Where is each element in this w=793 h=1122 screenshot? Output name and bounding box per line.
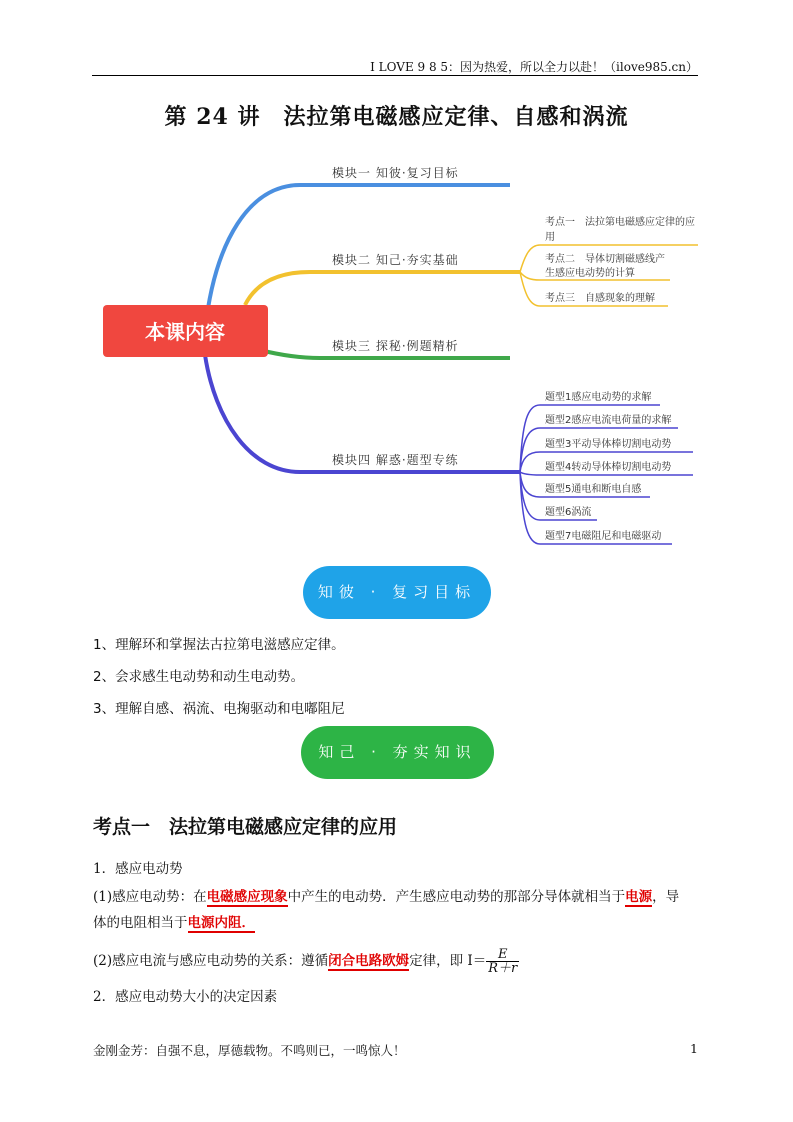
sub-2-2-line1: 考点二 导体切割磁感线产	[545, 254, 665, 265]
p2-text-b: 中产生的电动势．产生感应电动势的那部分导体就相当于	[287, 889, 626, 905]
basics-pill: 知己 · 夯实知识	[301, 726, 494, 779]
formula-fraction	[486, 948, 519, 975]
goal-item-1: 1、理解环和掌握法古拉第电滋感应定律。	[93, 637, 345, 653]
paragraph-3	[93, 912, 699, 934]
sub-4-4: 题型4转动导体棒切割电动势	[545, 462, 672, 473]
p3-text-a: 体的电阻相当于	[93, 915, 188, 931]
center-node-label: 本课内容	[145, 320, 225, 344]
key-term-ohm-law: 闭合电路欧姆	[328, 953, 410, 969]
module-4-label: 模块四 解惑·题型专练	[332, 453, 459, 467]
mind-map	[0, 0, 793, 560]
paragraph-2	[93, 886, 699, 908]
module-2-label: 模块二 知己·夯实基础	[332, 253, 459, 267]
sub-2-1-line2: 用	[545, 232, 555, 243]
sub-2-3: 考点三 自感现象的理解	[545, 293, 655, 304]
page-number: 1	[690, 1041, 698, 1056]
formula-denominator: R＋r	[488, 961, 518, 976]
page-title: 第 24 讲 法拉第电磁感应定律、自感和涡流	[164, 104, 629, 130]
sub-4-7: 题型7电磁阻尼和电磁驱动	[545, 531, 662, 542]
p4-text-a: (2)感应电流与感应电动势的关系：遵循	[93, 953, 329, 969]
key-term-internal-resistance: 电源内阻．	[187, 915, 255, 931]
p2-text-c: ，导	[652, 889, 680, 905]
module-1-label: 模块一 知彼·复习目标	[332, 166, 459, 180]
p4-text-b: 定律，即 I＝	[409, 953, 487, 969]
sub-4-3: 题型3平动导体棒切割电动势	[545, 439, 672, 450]
sub-4-6: 题型6涡流	[545, 507, 592, 518]
paragraph-1: 1．感应电动势	[93, 861, 183, 877]
formula-numerator: E	[486, 948, 519, 962]
sub-4-1: 题型1感应电动势的求解	[545, 392, 652, 403]
branch-module-2	[245, 272, 520, 305]
page-header: I LOVE 9 8 5：因为热爱，所以全力以赴！（ilove985.cn）	[370, 60, 698, 74]
key-term-emi: 电磁感应现象	[206, 889, 288, 905]
paragraph-4	[93, 948, 699, 975]
goal-item-3: 3、理解自感、祸流、电掬驱动和电嘟阻尼	[93, 701, 345, 717]
key-term-source: 电源	[625, 889, 653, 905]
footer-motto: 金刚金芳：自强不息，厚德载物。不鸣则已，一鸣惊人！	[93, 1043, 406, 1058]
goal-item-2: 2、会求感生电动势和动生电动势。	[93, 669, 305, 685]
sub-2-2-line2: 生感应电动势的计算	[545, 268, 635, 279]
sub-4-5: 题型5通电和断电自感	[545, 484, 642, 495]
module-3-label: 模块三 探秘·例题精析	[332, 339, 459, 353]
section-heading: 考点一 法拉第电磁感应定律的应用	[93, 816, 398, 838]
sub-4-2: 题型2感应电流电荷量的求解	[545, 415, 672, 426]
sub-2-1-line1: 考点一 法拉第电磁感应定律的应	[545, 217, 695, 228]
review-goals-pill: 知彼 · 复习目标	[303, 566, 491, 619]
p2-text-a: (1)感应电动势：在	[93, 889, 207, 905]
paragraph-5: 2．感应电动势大小的决定因素	[93, 989, 278, 1005]
